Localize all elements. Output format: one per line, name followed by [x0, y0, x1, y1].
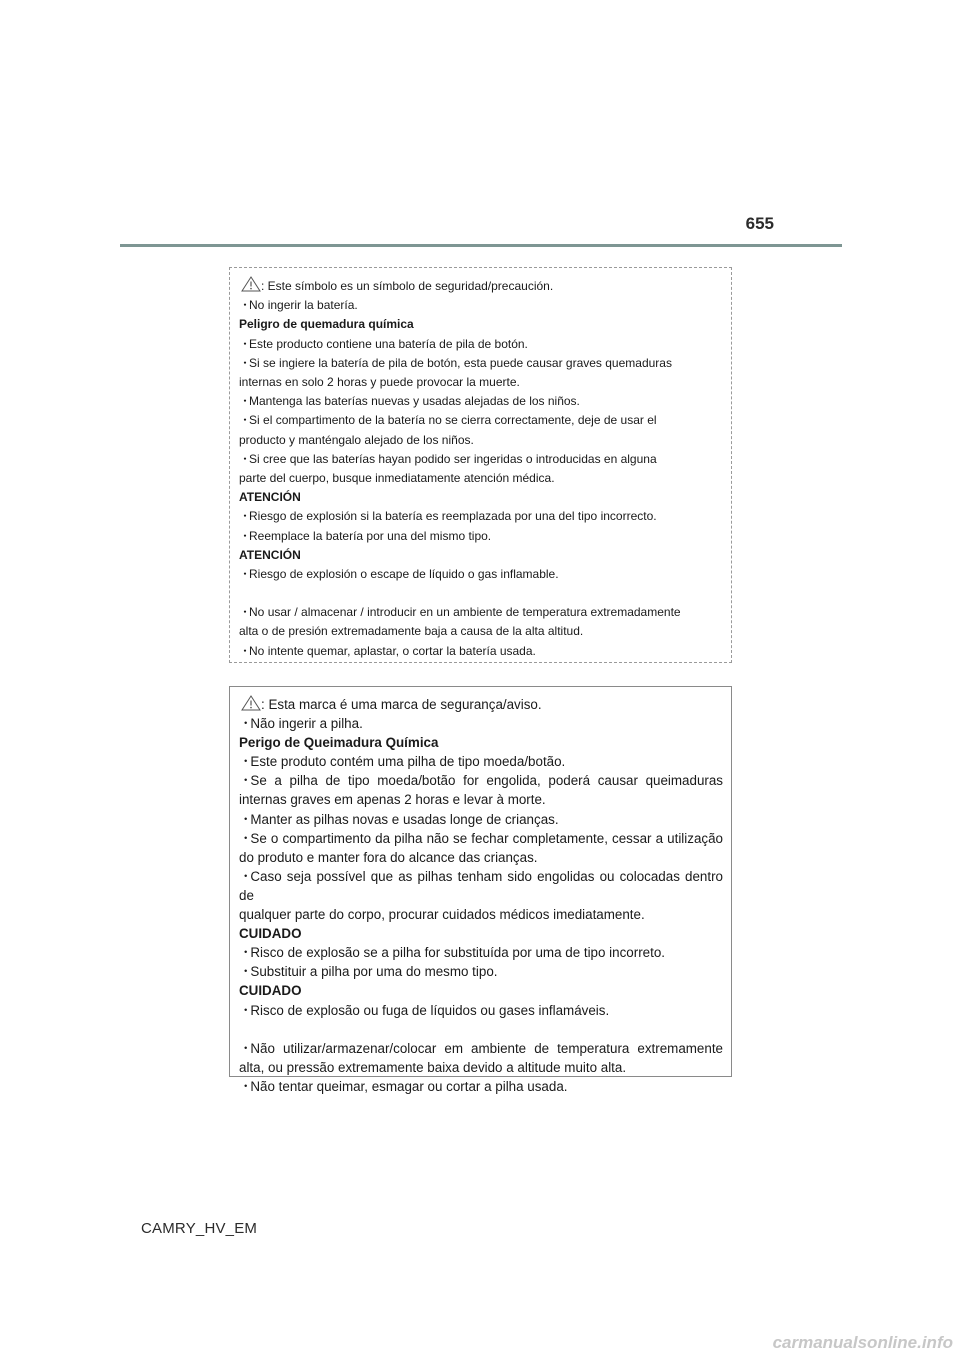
line-text: No ingerir la batería.	[249, 298, 358, 313]
bullet-item	[239, 603, 723, 622]
symbol-line-text: : Este símbolo es un símbolo de seguridad/precaución.	[261, 279, 554, 293]
bullet-item	[239, 867, 723, 905]
line-text: Peligro de quemadura química	[239, 317, 414, 332]
symbol-line	[239, 276, 723, 296]
header-rule	[120, 244, 842, 247]
bullet-icon: ・	[239, 394, 252, 409]
bullet-item	[239, 943, 723, 962]
line-text: Risco de explosão se a pilha for substituída por uma de tipo incorreto.	[250, 945, 665, 961]
footer-model-code: CAMRY_HV_EM	[141, 1220, 258, 1237]
line-text: do produto e manter fora do alcance das crianças.	[239, 849, 538, 865]
bullet-item	[239, 771, 723, 790]
continuation-line	[239, 848, 723, 867]
page-number: 655	[745, 214, 774, 233]
continuation-line	[239, 905, 723, 924]
line-text: No usar / almacenar / introducir en un ambiente de temperatura extremadamente	[249, 605, 681, 620]
line-text: Não utilizar/armazenar/colocar em ambiente de temperatura extremamente	[250, 1040, 723, 1056]
bullet-icon: ・	[239, 716, 253, 732]
bullet-icon: ・	[239, 528, 252, 543]
bullet-item	[239, 1077, 723, 1096]
line-text: parte del cuerpo, busque inmediatamente atención médica.	[239, 471, 555, 486]
line-text: Não ingerir a pilha.	[250, 716, 363, 732]
bullet-icon: ・	[239, 605, 252, 620]
bullet-icon: ・	[239, 1040, 253, 1056]
continuation-line	[239, 431, 723, 450]
line-text: Caso seja possível que as pilhas tenham sido engolidas ou colocadas dentro de	[239, 868, 723, 903]
line-text: alta, ou pressão extremamente baixa devido a altitude muito alta.	[239, 1059, 627, 1075]
bullet-item	[239, 829, 723, 848]
line-text: Perigo de Queimadura Química	[239, 735, 439, 751]
bullet-icon: ・	[239, 298, 252, 313]
line-text: alta o de presión extremadamente baja a causa de la alta altitud.	[239, 624, 584, 639]
line-text: Risco de explosão ou fuga de líquidos ou gases inflamáveis.	[250, 1002, 610, 1018]
line-text: Riesgo de explosión o escape de líquido o gas inflamable.	[249, 567, 559, 582]
continuation-line	[239, 622, 723, 641]
notice-box-portuguese	[229, 686, 732, 1094]
line-text: ATENCIÓN	[239, 547, 301, 562]
bullet-item	[239, 450, 723, 469]
continuation-line	[239, 1058, 723, 1077]
bullet-icon: ・	[239, 413, 252, 428]
notice-lines	[239, 296, 723, 661]
bullet-icon: ・	[239, 868, 253, 884]
section-heading	[239, 924, 723, 943]
bullet-item	[239, 1001, 723, 1020]
bullet-icon: ・	[239, 509, 252, 524]
watermark: carmanualsonline.info	[772, 1333, 953, 1352]
line-text: Riesgo de explosión si la batería es reemplazada por una del tipo incorrecto.	[249, 509, 657, 524]
bullet-icon: ・	[239, 830, 253, 846]
bullet-icon: ・	[239, 643, 252, 658]
bullet-item	[239, 507, 723, 526]
bullet-icon: ・	[239, 451, 252, 466]
line-text: No intente quemar, aplastar, o cortar la batería usada.	[249, 643, 536, 658]
warning-triangle-icon	[241, 276, 261, 292]
line-text: Si se ingiere la batería de pila de botón, esta puede causar graves quemaduras	[249, 355, 672, 370]
line-text: Não tentar queimar, esmagar ou cortar a pilha usada.	[250, 1078, 568, 1094]
line-text: Si cree que las baterías hayan podido ser ingeridas o introducidas en alguna	[249, 451, 657, 466]
notice-lines	[239, 714, 723, 1096]
bullet-item	[239, 392, 723, 411]
line-text: Este producto contiene una batería de pila de botón.	[249, 336, 528, 351]
bullet-item	[239, 1039, 723, 1058]
bullet-icon: ・	[239, 1078, 253, 1094]
section-heading	[239, 546, 723, 565]
bullet-item	[239, 527, 723, 546]
continuation-line	[239, 373, 723, 392]
line-text: Mantenga las baterías nuevas y usadas alejadas de los niños.	[249, 394, 580, 409]
notice-box-spanish	[229, 267, 732, 663]
line-text: internas graves em apenas 2 horas e levar à morte.	[239, 792, 546, 808]
bullet-icon: ・	[239, 964, 253, 980]
bullet-item	[239, 411, 723, 430]
bullet-icon: ・	[239, 773, 253, 789]
bullet-icon: ・	[239, 754, 253, 770]
line-text: CUIDADO	[239, 983, 302, 999]
line-text: Reemplace la batería por una del mismo tipo.	[249, 528, 492, 543]
bullet-item	[239, 565, 723, 584]
bullet-item	[239, 335, 723, 354]
bullet-item	[239, 714, 723, 733]
section-heading	[239, 488, 723, 507]
bullet-item	[239, 810, 723, 829]
symbol-line	[239, 695, 723, 714]
bullet-item	[239, 296, 723, 315]
bullet-item	[239, 354, 723, 373]
continuation-line	[239, 469, 723, 488]
section-heading	[239, 733, 723, 752]
section-heading	[239, 315, 723, 334]
bullet-icon: ・	[239, 355, 252, 370]
section-heading	[239, 981, 723, 1000]
line-text: ATENCIÓN	[239, 490, 301, 505]
warning-triangle-icon	[241, 695, 261, 711]
line-text: producto y manténgalo alejado de los niños.	[239, 432, 474, 447]
blank-line	[239, 584, 723, 603]
line-text: Manter as pilhas novas e usadas longe de crianças.	[250, 811, 559, 827]
bullet-icon: ・	[239, 945, 253, 961]
continuation-line	[239, 790, 723, 809]
line-text: Se a pilha de tipo moeda/botão for engolida, poderá causar queimaduras	[250, 773, 723, 789]
line-text: Este produto contém uma pilha de tipo moeda/botão.	[250, 754, 566, 770]
line-text: Se o compartimento da pilha não se fechar completamente, cessar a utilização	[250, 830, 723, 846]
bullet-icon: ・	[239, 1002, 253, 1018]
bullet-icon: ・	[239, 336, 252, 351]
line-text: qualquer parte do corpo, procurar cuidados médicos imediatamente.	[239, 907, 645, 923]
bullet-icon: ・	[239, 811, 253, 827]
symbol-line-text: : Esta marca é uma marca de segurança/aviso.	[261, 697, 542, 712]
line-text: Substituir a pilha por uma do mesmo tipo.	[250, 964, 498, 980]
bullet-item	[239, 962, 723, 981]
bullet-icon: ・	[239, 567, 252, 582]
bullet-item	[239, 752, 723, 771]
line-text: Si el compartimento de la batería no se cierra correctamente, deje de usar el	[249, 413, 657, 428]
bullet-item	[239, 642, 723, 661]
line-text: internas en solo 2 horas y puede provocar la muerte.	[239, 375, 520, 390]
line-text: CUIDADO	[239, 926, 302, 942]
blank-line	[239, 1020, 723, 1039]
